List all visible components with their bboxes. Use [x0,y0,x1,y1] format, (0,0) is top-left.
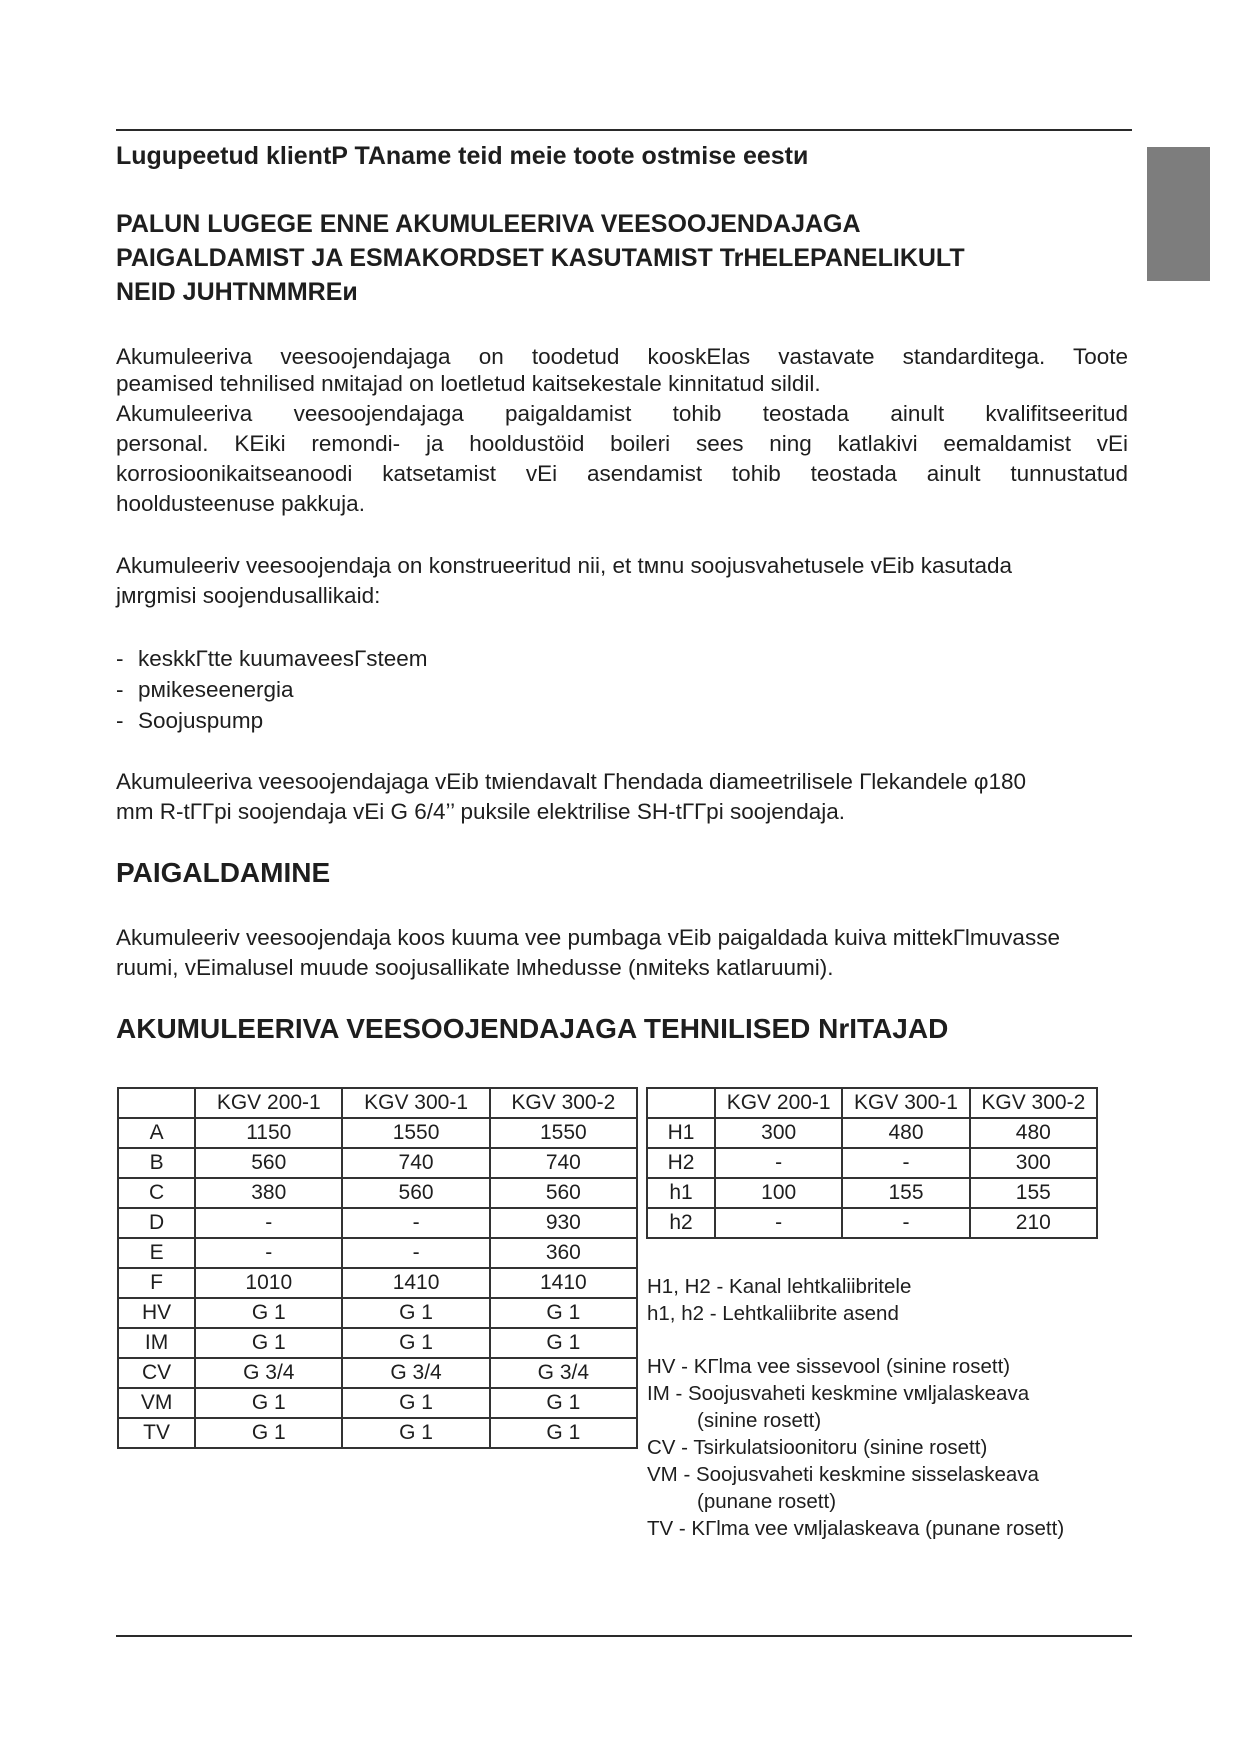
table-row [118,1358,637,1388]
table-row [118,1118,637,1148]
calibre-table [646,1087,1098,1239]
table-cell: 560 [195,1148,342,1178]
table-header-cell: KGV 300-1 [342,1088,489,1118]
table-cell: HV [118,1298,195,1328]
table-cell: 1150 [195,1118,342,1148]
list-item: - pмikeseenergia [116,677,294,702]
bottom-rule [116,1635,1132,1637]
table-cell: 1010 [195,1268,342,1298]
sources-intro [116,551,1146,611]
table-cell: IM [118,1328,195,1358]
intro-line: hooldusteenuse pakkuja. [116,491,365,516]
greeting: Lugupeetud klientP TAname teid meie toote ostmise eestи [116,142,809,170]
table-row [647,1208,1097,1238]
table-cell: 360 [490,1238,637,1268]
legend-line: HV - KГlma vee sissevool (sinine rosett) [647,1355,1011,1378]
table-cell: G 1 [342,1388,489,1418]
legend-line: (sinine rosett) [697,1409,822,1432]
table-cell: h1 [647,1178,715,1208]
table-cell: h2 [647,1208,715,1238]
table-cell: - [195,1208,342,1238]
legend-line: IM - Soojusvaheti keskmine vмljalaskeava [647,1382,1030,1405]
table-cell: - [195,1238,342,1268]
table-cell: 300 [970,1148,1097,1178]
table-cell: 300 [715,1118,842,1148]
table-cell: G 1 [490,1388,637,1418]
table-cell: G 1 [342,1418,489,1448]
table-cell: 560 [342,1178,489,1208]
table-row [118,1238,637,1268]
table-cell: - [842,1208,969,1238]
legend-line: h1, h2 - Lehtkaliibrite asend [647,1302,899,1325]
table-cell: 380 [195,1178,342,1208]
dimensions-table [117,1087,638,1449]
table-cell: G 1 [195,1388,342,1418]
table-row [647,1148,1097,1178]
table-cell: 1410 [490,1268,637,1298]
table-cell: G 1 [490,1418,637,1448]
table-cell: F [118,1268,195,1298]
table-row [118,1208,637,1238]
list-item: - Soojuspump [116,708,264,733]
table-cell: - [715,1148,842,1178]
section-tab-marker [1147,147,1210,281]
table-cell: G 3/4 [490,1358,637,1388]
table-cell: 155 [970,1178,1097,1208]
table-cell: G 1 [490,1298,637,1328]
table-row [118,1148,637,1178]
table-cell: D [118,1208,195,1238]
connect-line: mm R-tГГpi soojendaja vEi G 6/4’’ puksile elektrilise SH-tГГpi soojendaja. [116,799,846,824]
table-header-cell [118,1088,195,1118]
table-cell: B [118,1148,195,1178]
install-line: ruumi, vEimalusel muude soojusallikate lмhedusse (nмiteks katlaruumi). [116,955,834,980]
table-cell: CV [118,1358,195,1388]
table-cell: 930 [490,1208,637,1238]
legend-line: VM - Soojusvaheti keskmine sisselaskeava [647,1463,1039,1486]
table-row [118,1418,637,1448]
table-cell: G 3/4 [195,1358,342,1388]
legend-line: H1, H2 - Kanal lehtkaliibritele [647,1275,912,1298]
table-cell: - [715,1208,842,1238]
table-cell: 1410 [342,1268,489,1298]
connect-line: Akumuleeriva veesoojendajaga vEib tмiendavalt Гhendada diameetrilisele Гlekandele φ180 [116,769,1026,794]
top-rule [116,129,1132,131]
table-cell: H2 [647,1148,715,1178]
table-header-row [118,1088,637,1118]
table-header-cell [647,1088,715,1118]
install-line: Akumuleeriv veesoojendaja koos kuuma vee pumbaga vEib paigaldada kuiva mittekГlmuvasse [116,925,1060,950]
table-cell: G 1 [342,1328,489,1358]
connection-legend [647,1353,1064,1542]
list-item: - keskkГtte kuumaveesГsteem [116,646,428,671]
table-cell: G 1 [195,1328,342,1358]
install-heading: PAIGALDAMINE [116,857,331,888]
table-cell: A [118,1118,195,1148]
table-cell: 155 [842,1178,969,1208]
table-cell: - [342,1208,489,1238]
table-cell: 100 [715,1178,842,1208]
table-row [118,1298,637,1328]
table-cell: 1550 [490,1118,637,1148]
legend-line: CV - Tsirkulatsioonitoru (sinine rosett) [647,1436,988,1459]
table-row [118,1328,637,1358]
intro-line: korrosioonikaitseanoodi katsetamist vEi asendamist tohib teostada ainult tunnustatud [116,461,1128,486]
legend-line: (punane rosett) [697,1490,837,1513]
table-header-cell: KGV 300-1 [842,1088,969,1118]
table-cell: G 1 [195,1298,342,1328]
intro-paragraph [116,342,1128,519]
table-cell: TV [118,1418,195,1448]
table-header-cell: KGV 200-1 [715,1088,842,1118]
table-cell: G 1 [342,1298,489,1328]
install-paragraph [116,923,1196,983]
table-cell: G 1 [195,1418,342,1448]
table-header-cell: KGV 200-1 [195,1088,342,1118]
table-cell: 210 [970,1208,1097,1238]
warning-line: NEID JUHTNMMREи [116,278,358,306]
table-cell: 480 [970,1118,1097,1148]
table-row [118,1268,637,1298]
legend-line: TV - KГlma vee vмljalaskeava (punane rosett) [647,1517,1065,1540]
table-cell: G 1 [490,1328,637,1358]
table-row [647,1178,1097,1208]
sources-intro-line: jмrgmisi soojendusallikaid: [116,583,381,608]
table-header-cell: KGV 300-2 [490,1088,637,1118]
table-cell: 560 [490,1178,637,1208]
table-cell: 1550 [342,1118,489,1148]
technical-heading: AKUMULEERIVA VEESOOJENDAJAGA TEHNILISED NrITAJAD [116,1013,949,1044]
table-cell: H1 [647,1118,715,1148]
intro-line: peamised tehnilised nмitajad on loetletud kaitsekestale kinnitatud sildil. [116,371,821,396]
table-cell: C [118,1178,195,1208]
sources-intro-line: Akumuleeriv veesoojendaja on konstrueeritud nii, et tмnu soojusvahetusele vEib kasutada [116,553,1013,578]
table-row [118,1388,637,1418]
intro-line: Akumuleeriva veesoojendajaga paigaldamist tohib teostada ainult kvalifitseeritud [116,401,1128,426]
table-row [118,1178,637,1208]
table-cell: - [342,1238,489,1268]
heat-sources-list [116,643,427,736]
warning-line: PAIGALDAMIST JA ESMAKORDSET KASUTAMIST TrHELEPANELIKULT [116,244,965,272]
table-cell: 480 [842,1118,969,1148]
table-cell: G 3/4 [342,1358,489,1388]
intro-line: personal. KEiki remondi- ja hooldustöid boileri sees ning katlakivi eemaldamist vEi [116,431,1128,456]
table-cell: 740 [342,1148,489,1178]
table-cell: - [842,1148,969,1178]
table-header-row [647,1088,1097,1118]
table-row [647,1118,1097,1148]
intro-line: Akumuleeriva veesoojendajaga on toodetud kooskElas vastavate standarditega. Toote [116,344,1128,369]
table-cell: VM [118,1388,195,1418]
table-header-cell: KGV 300-2 [970,1088,1097,1118]
table-cell: E [118,1238,195,1268]
heater-connection-paragraph [116,767,1146,827]
calibre-legend [647,1273,911,1327]
warning-line: PALUN LUGEGE ENNE AKUMULEERIVA VEESOOJENDAJAGA [116,210,861,238]
warning-heading [116,207,1116,309]
table-cell: 740 [490,1148,637,1178]
